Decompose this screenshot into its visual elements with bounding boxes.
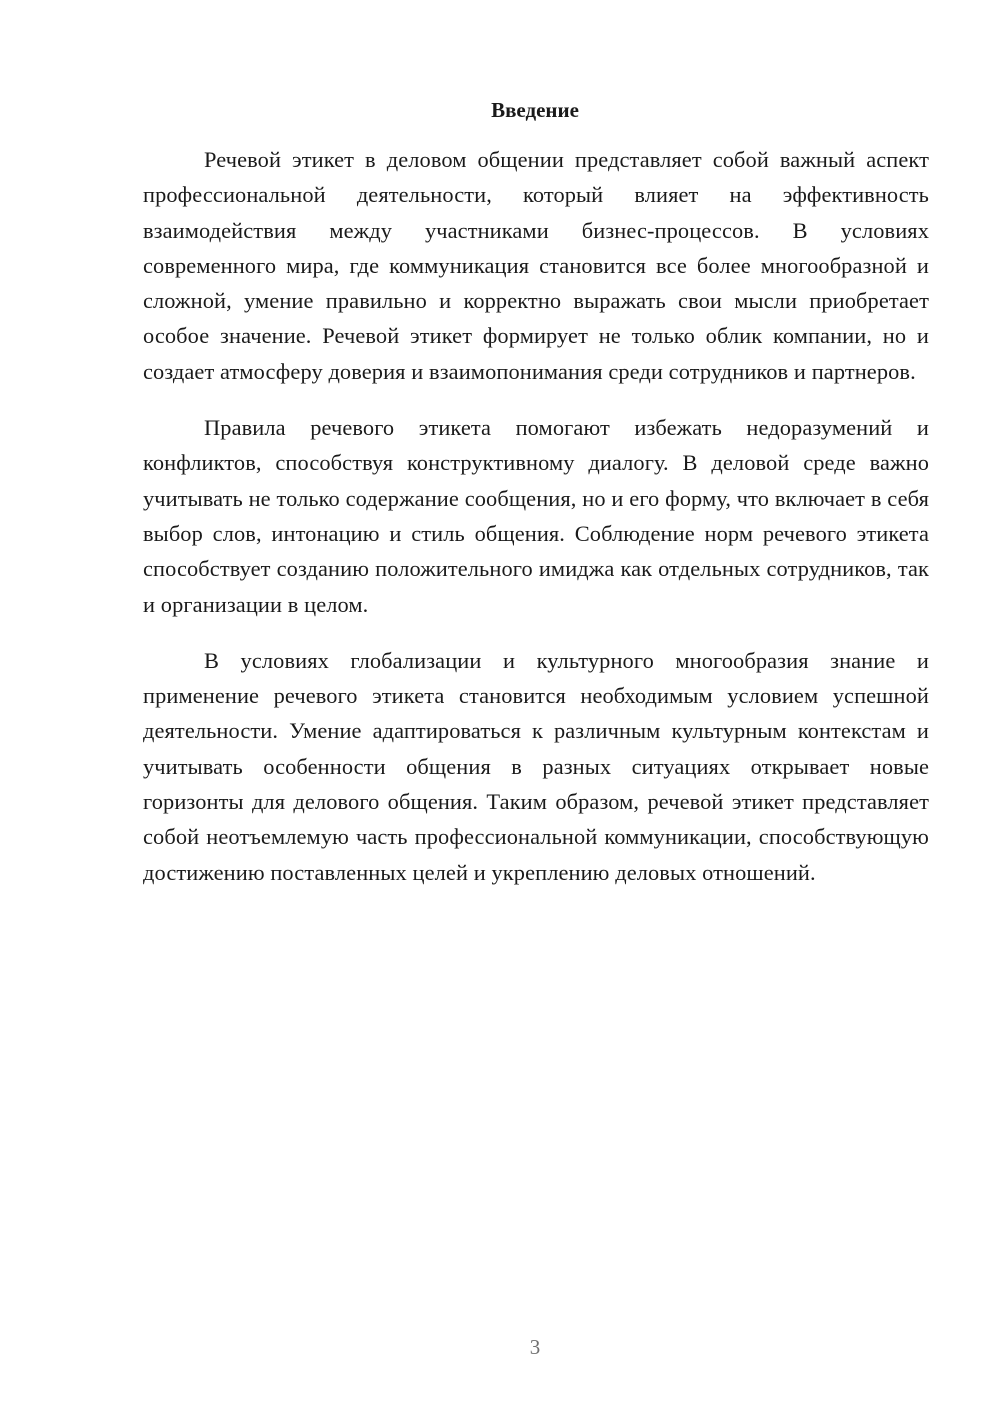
page-number: 3	[529, 1335, 541, 1359]
section-heading: Введение	[491, 98, 579, 122]
body-text	[143, 142, 929, 911]
paragraph-3: В условиях глобализации и культурного многообразия знание и применение речевого этикета становится необходимым условием успешной деятельности. Умение адаптироваться к различным культурным контекстам и учитывать особенности общения в разных ситуациях открывает новые горизонты для делового общения. Таким образом, речевой этикет представляет собой неотъемлемую часть профессиональной коммуникации, способствующую достижению поставленных целей и укреплению деловых отношений.	[143, 647, 929, 885]
paragraph-2: Правила речевого этикета помогают избежать недоразумений и конфликтов, способствуя конструктивному диалогу. В деловой среде важно учитывать не только содержание сообщения, но и его форму, что включает в себя выбор слов, интонацию и стиль общения. Соблюдение норм речевого этикета способствует созданию положительного имиджа как отдельных сотрудников, так и организации в целом.	[143, 415, 929, 617]
paragraph-1: Речевой этикет в деловом общении представляет собой важный аспект профессиональной деятельности, который влияет на эффективность взаимодействия между участниками бизнес-процессов. В условиях современного мира, где коммуникация становится все более многообразной и сложной, умение правильно и корректно выражать свои мысли приобретает особое значение. Речевой этикет формирует не только облик компании, но и создает атмосферу доверия и взаимопонимания среди сотрудников и партнеров.	[143, 147, 929, 384]
